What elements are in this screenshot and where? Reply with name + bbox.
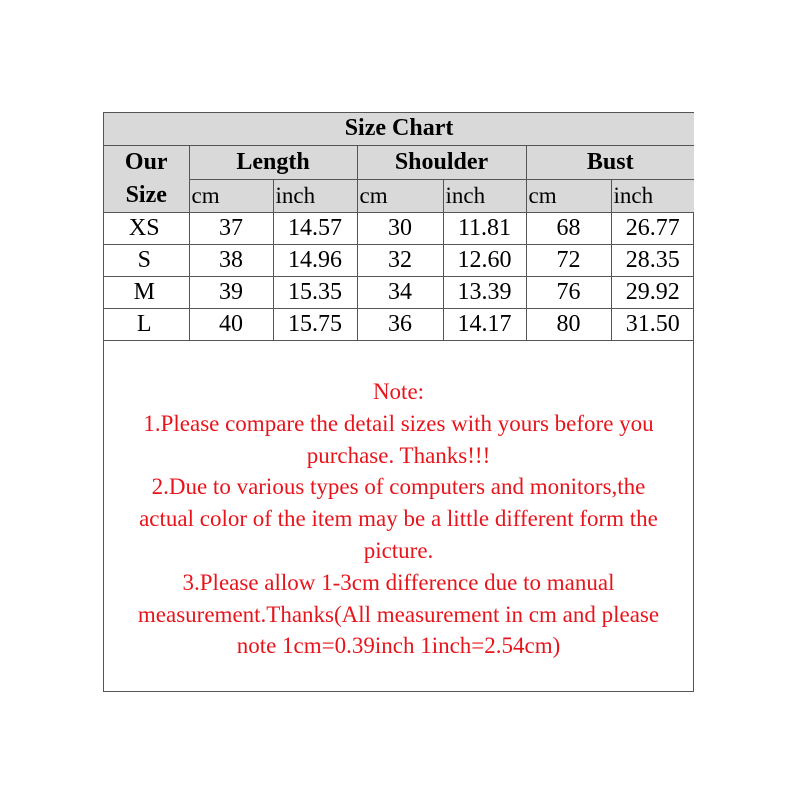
length-cm-header: cm: [189, 179, 273, 212]
shoulder-inch-value: 13.39: [443, 276, 526, 308]
shoulder-inch-value: 12.60: [443, 244, 526, 276]
note-line: note 1cm=0.39inch 1inch=2.54cm): [236, 633, 561, 659]
shoulder-cm-value: 34: [357, 276, 443, 308]
note-block: [104, 376, 693, 662]
length-inch-value: 14.57: [273, 212, 357, 244]
length-header: Length: [189, 145, 357, 179]
shoulder-inch-value: 14.17: [443, 308, 526, 340]
shoulder-cm-value: 32: [357, 244, 443, 276]
note-line: 3.Please allow 1-3cm difference due to manual: [182, 569, 615, 595]
bust-inch-value: 28.35: [611, 244, 694, 276]
table-row: [104, 244, 694, 276]
length-inch-header: inch: [273, 179, 357, 212]
bust-cm-header: cm: [526, 179, 611, 212]
note-line: purchase. Thanks!!!: [306, 442, 491, 468]
shoulder-cm-value: 30: [357, 212, 443, 244]
length-cm-value: 37: [189, 212, 273, 244]
length-inch-value: 15.35: [273, 276, 357, 308]
note-heading: Note:: [372, 379, 425, 404]
shoulder-inch-header: inch: [443, 179, 526, 212]
bust-cm-value: 68: [526, 212, 611, 244]
bust-cm-value: 72: [526, 244, 611, 276]
our-size-header: [104, 145, 189, 212]
bust-inch-header: inch: [611, 179, 694, 212]
chart-title: Size Chart: [104, 113, 694, 145]
note-line: measurement.Thanks(All measurement in cm and please: [137, 601, 660, 627]
size-label: XS: [104, 212, 189, 244]
shoulder-cm-header: cm: [357, 179, 443, 212]
note-line: 2.Due to various types of computers and monitors,the: [151, 474, 646, 500]
bust-inch-value: 29.92: [611, 276, 694, 308]
length-cm-value: 39: [189, 276, 273, 308]
table-row: [104, 212, 694, 244]
size-chart-table: [104, 113, 694, 341]
bust-header: Bust: [526, 145, 694, 179]
shoulder-header: Shoulder: [357, 145, 526, 179]
our-size-header-line2: Size: [125, 181, 167, 208]
length-inch-value: 14.96: [273, 244, 357, 276]
our-size-header-line1: Our: [124, 148, 168, 175]
bust-inch-value: 26.77: [611, 212, 694, 244]
table-row: [104, 308, 694, 340]
length-cm-value: 38: [189, 244, 273, 276]
size-label: S: [104, 244, 189, 276]
bust-cm-value: 80: [526, 308, 611, 340]
bust-cm-value: 76: [526, 276, 611, 308]
bust-inch-value: 31.50: [611, 308, 694, 340]
size-label: M: [104, 276, 189, 308]
note-line: actual color of the item may be a little different form the: [139, 506, 658, 532]
shoulder-cm-value: 36: [357, 308, 443, 340]
shoulder-inch-value: 11.81: [443, 212, 526, 244]
length-cm-value: 40: [189, 308, 273, 340]
size-label: L: [104, 308, 189, 340]
length-inch-value: 15.75: [273, 308, 357, 340]
size-chart-frame: [103, 112, 694, 692]
table-row: [104, 276, 694, 308]
note-line: picture.: [363, 537, 434, 563]
note-line: 1.Please compare the detail sizes with yours before you: [143, 410, 654, 436]
